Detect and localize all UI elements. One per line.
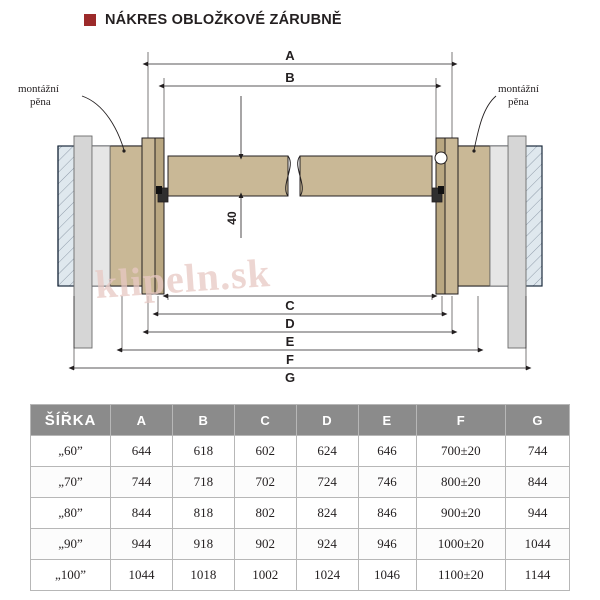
title-marker-icon [84, 14, 96, 26]
dimension-table [30, 404, 570, 591]
cell-a: 944 [111, 529, 173, 560]
cell-b: 618 [172, 436, 234, 467]
svg-text:40: 40 [225, 211, 239, 225]
table-row [31, 436, 570, 467]
cell-d: 824 [296, 498, 358, 529]
cell-g: 1044 [506, 529, 570, 560]
table-header-f: F [416, 405, 506, 436]
dimension-E [148, 296, 452, 349]
cell-a: 844 [111, 498, 173, 529]
svg-text:C: C [285, 298, 295, 313]
svg-text:E: E [285, 334, 295, 349]
row-label: „60” [31, 436, 111, 467]
cell-c: 702 [234, 467, 296, 498]
svg-text:F: F [286, 352, 294, 367]
cell-c: 802 [234, 498, 296, 529]
cell-b: 1018 [172, 560, 234, 591]
table-row [31, 560, 570, 591]
svg-text:pěna: pěna [508, 96, 529, 108]
row-label: „100” [31, 560, 111, 591]
table-row [31, 498, 570, 529]
svg-text:B: B [285, 70, 295, 85]
svg-text:pěna: pěna [30, 96, 51, 108]
row-label: „80” [31, 498, 111, 529]
hinge-mark-left [156, 186, 162, 194]
cell-f: 700±20 [416, 436, 506, 467]
dimension-D [158, 296, 442, 331]
cell-b: 918 [172, 529, 234, 560]
cell-c: 1002 [234, 560, 296, 591]
cell-f: 1100±20 [416, 560, 506, 591]
table-row [31, 467, 570, 498]
foam-label-right [472, 83, 539, 153]
table-header-row [31, 405, 570, 436]
casing-right [508, 136, 526, 348]
page-title [84, 12, 342, 28]
foam-label-left [18, 83, 126, 153]
cell-d: 1024 [296, 560, 358, 591]
cell-b: 818 [172, 498, 234, 529]
cell-g: 1144 [506, 560, 570, 591]
hinge-icon [435, 152, 447, 164]
dimension-F [122, 296, 478, 367]
table-header-c: C [234, 405, 296, 436]
door-frame-left [92, 138, 168, 294]
cell-e: 1046 [358, 560, 416, 591]
cell-d: 724 [296, 467, 358, 498]
table-row [31, 529, 570, 560]
cell-a: 644 [111, 436, 173, 467]
casing-left [74, 136, 92, 348]
cell-e: 646 [358, 436, 416, 467]
table-header-g: G [506, 405, 570, 436]
cell-f: 900±20 [416, 498, 506, 529]
svg-text:montážní: montážní [18, 83, 59, 95]
dimension-G [74, 296, 526, 385]
row-label: „70” [31, 467, 111, 498]
row-label: „90” [31, 529, 111, 560]
cell-f: 800±20 [416, 467, 506, 498]
door-leaf [168, 156, 432, 196]
cell-e: 746 [358, 467, 416, 498]
cell-g: 844 [506, 467, 570, 498]
table-header-a: A [111, 405, 173, 436]
table-header-e: E [358, 405, 416, 436]
table-header-d: D [296, 405, 358, 436]
dimension-A [148, 48, 452, 138]
cell-e: 946 [358, 529, 416, 560]
svg-text:D: D [285, 316, 295, 331]
svg-text:A: A [285, 48, 295, 63]
cell-f: 1000±20 [416, 529, 506, 560]
cell-a: 744 [111, 467, 173, 498]
svg-text:montážní: montážní [498, 83, 539, 95]
dimension-B [164, 70, 436, 138]
cell-b: 718 [172, 467, 234, 498]
technical-drawing [0, 38, 600, 388]
svg-text:G: G [284, 370, 296, 385]
watermark: klipeln.sk [93, 249, 273, 308]
hinge-mark-right [438, 186, 444, 194]
dimension-C [168, 294, 432, 313]
cell-g: 744 [506, 436, 570, 467]
page-title-text: NÁKRES OBLOŽKOVÉ ZÁRUBNĚ [105, 12, 342, 28]
cell-g: 944 [506, 498, 570, 529]
cell-e: 846 [358, 498, 416, 529]
cell-d: 924 [296, 529, 358, 560]
table-header-sirka: ŠÍŘKA [31, 405, 111, 436]
cell-c: 902 [234, 529, 296, 560]
table-header-b: B [172, 405, 234, 436]
cell-a: 1044 [111, 560, 173, 591]
cell-d: 624 [296, 436, 358, 467]
cell-c: 602 [234, 436, 296, 467]
